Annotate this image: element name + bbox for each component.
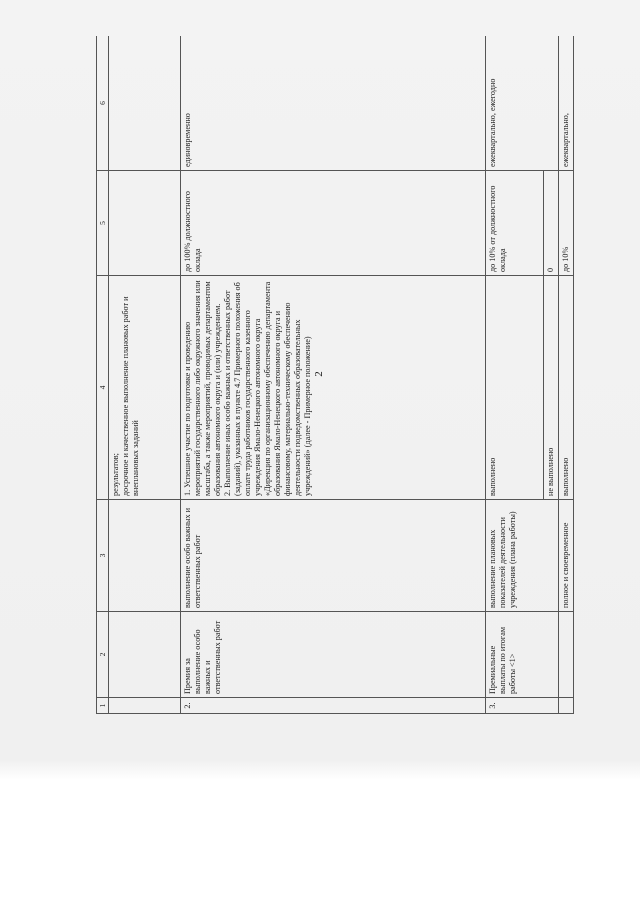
header-cell: 3 bbox=[97, 500, 109, 612]
header-cell: 6 bbox=[97, 36, 109, 171]
bonus-criteria-table bbox=[96, 36, 574, 714]
page-number: 2 bbox=[312, 371, 325, 377]
header-cell: 2 bbox=[97, 612, 109, 698]
table-row bbox=[181, 36, 486, 714]
header-cell: 5 bbox=[97, 171, 109, 276]
table-cell bbox=[559, 698, 574, 714]
amount-cell: 0 bbox=[544, 171, 559, 276]
table-cell bbox=[109, 612, 181, 698]
criteria-cell: результатов; досрочное и качественное выполнение плановых работ и внеплановых заданий bbox=[109, 276, 181, 500]
criteria-cell: выполнено bbox=[486, 276, 544, 500]
table-cell bbox=[109, 500, 181, 612]
period-cell: единовременно bbox=[181, 36, 486, 171]
rotated-table-wrapper bbox=[96, 36, 594, 714]
amount-cell: до 10% bbox=[559, 171, 574, 276]
header-cell: 4 bbox=[97, 276, 109, 500]
criteria-cell: не выполнено bbox=[544, 276, 559, 500]
indicator-cell: выполнение особо важных и ответственных работ bbox=[181, 500, 486, 612]
period-cell: ежеквартально, ежегодно bbox=[486, 36, 559, 171]
table-row bbox=[486, 36, 544, 714]
criteria-cell: 1. Успешное участие по подготовке и проведению мероприятий государственного либо окружного значения или масштаба, а также мероприятий, проводимых департаментом образования автономного округа и (или) учреждением. 2. Выполнение иных особо важных и ответственных работ (заданий), указанных в пункте 4.7 Примерного положения об оплате труда работников государственного казенного учреждения Ямало-Ненецкого автономного округа «Дирекция по организационному обеспечению департамента образования Ямало-Ненецкого автономного округа и финансовому, материально-техническому обеспечению деятельности подведомственных образовательных учреждений» (далее - Примерное положение) bbox=[181, 276, 486, 500]
amount-cell: до 100% должностного оклада bbox=[181, 171, 486, 276]
criteria-cell: выполнено bbox=[559, 276, 574, 500]
row-number: 3. bbox=[486, 698, 559, 714]
indicator-cell: полное и своевременное bbox=[559, 500, 574, 612]
table-cell bbox=[109, 171, 181, 276]
payment-name-cell: Премиальные выплаты по итогам работы <1> bbox=[486, 612, 559, 698]
table-cell bbox=[109, 36, 181, 171]
table-cell bbox=[109, 698, 181, 714]
indicator-cell: выполнение плановых показателей деятельности учреждения (плана работы) bbox=[486, 500, 559, 612]
table-row bbox=[109, 36, 181, 714]
header-row bbox=[97, 36, 109, 714]
period-cell: ежеквартально, bbox=[559, 36, 574, 171]
header-cell: 1 bbox=[97, 698, 109, 714]
table-cell bbox=[559, 612, 574, 698]
amount-cell: до 10% от должностного оклада bbox=[486, 171, 544, 276]
table-row bbox=[559, 36, 574, 714]
rotated-table-container bbox=[96, 36, 594, 714]
row-number: 2. bbox=[181, 698, 486, 714]
payment-name-cell: Премия за выполнение особо важных и ответственных работ bbox=[181, 612, 486, 698]
